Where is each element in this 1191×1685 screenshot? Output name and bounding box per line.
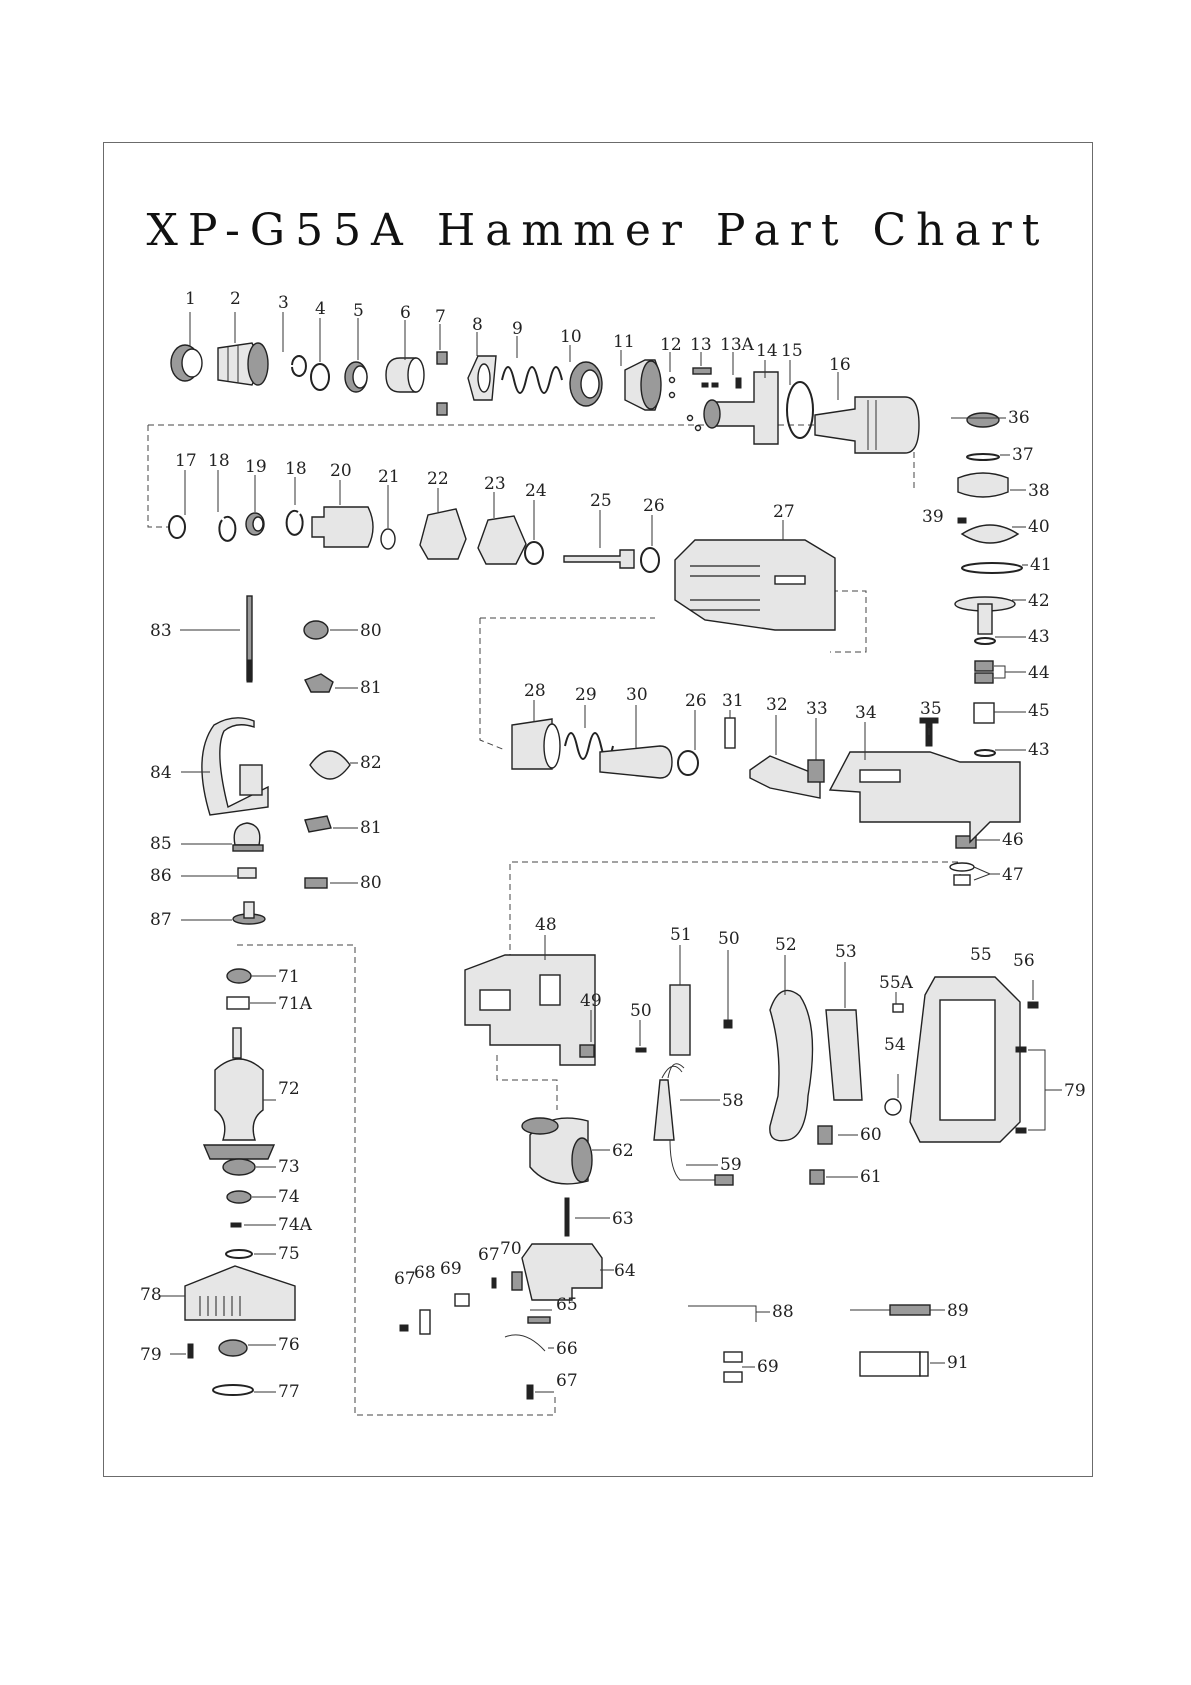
part-label: 50 — [718, 929, 740, 949]
part-label: 66 — [556, 1339, 578, 1359]
part-label: 74A — [278, 1215, 312, 1235]
part-label: 26 — [685, 691, 707, 711]
part-label: 14 — [756, 341, 778, 361]
part-label: 43 — [1028, 740, 1050, 760]
part-label: 60 — [860, 1125, 882, 1145]
part-label: 49 — [580, 991, 602, 1011]
part-label: 11 — [613, 332, 635, 352]
part-label: 47 — [1002, 865, 1024, 885]
part-drawings-armature-group — [185, 969, 295, 1395]
part-drawings-cylinder-group — [512, 718, 1020, 842]
part-label: 81 — [360, 818, 382, 838]
part-label: 13 — [690, 335, 712, 355]
part-label: 33 — [806, 699, 828, 719]
part-label: 38 — [1028, 481, 1050, 501]
part-label: 32 — [766, 695, 788, 715]
part-label: 83 — [150, 621, 172, 641]
part-label: 79 — [1064, 1081, 1086, 1101]
part-label: 70 — [500, 1239, 522, 1259]
part-label: 48 — [535, 915, 557, 935]
part-label: 16 — [829, 355, 851, 375]
part-label: 36 — [1008, 408, 1030, 428]
part-label: 4 — [315, 299, 326, 319]
part-label: 13A — [720, 335, 754, 355]
part-label: 80 — [360, 621, 382, 641]
part-label: 5 — [353, 301, 364, 321]
part-label: 29 — [575, 685, 597, 705]
part-label: 41 — [1030, 555, 1052, 575]
part-label: 74 — [278, 1187, 300, 1207]
part-label: 31 — [722, 691, 744, 711]
part-label: 71A — [278, 994, 312, 1014]
part-label: 81 — [360, 678, 382, 698]
part-label: 55 — [970, 945, 992, 965]
part-label: 76 — [278, 1335, 300, 1355]
part-number-labels — [140, 289, 1086, 1402]
part-drawings-handle-group — [202, 596, 350, 924]
part-label: 67 — [394, 1269, 416, 1289]
part-label: 8 — [472, 315, 483, 335]
part-label: 73 — [278, 1157, 300, 1177]
part-label: 1 — [185, 289, 196, 309]
part-label: 69 — [440, 1259, 462, 1279]
part-label: 67 — [556, 1371, 578, 1391]
part-label: 43 — [1028, 627, 1050, 647]
part-label: 80 — [360, 873, 382, 893]
part-label: 40 — [1028, 517, 1050, 537]
part-label: 67 — [478, 1245, 500, 1265]
part-label: 51 — [670, 925, 692, 945]
part-label: 25 — [590, 491, 612, 511]
part-label: 87 — [150, 910, 172, 930]
part-label: 3 — [278, 293, 289, 313]
part-label: 12 — [660, 335, 682, 355]
part-label: 85 — [150, 834, 172, 854]
part-label: 30 — [626, 685, 648, 705]
part-label: 63 — [612, 1209, 634, 1229]
part-label: 68 — [414, 1263, 436, 1283]
part-label: 37 — [1012, 445, 1034, 465]
part-label: 82 — [360, 753, 382, 773]
part-label: 19 — [245, 457, 267, 477]
part-label: 18 — [285, 459, 307, 479]
part-label: 61 — [860, 1167, 882, 1187]
part-label: 53 — [835, 942, 857, 962]
part-label: 54 — [884, 1035, 906, 1055]
part-label: 26 — [643, 496, 665, 516]
part-label: 75 — [278, 1244, 300, 1264]
part-label: 7 — [435, 307, 446, 327]
part-label: 22 — [427, 469, 449, 489]
part-label: 9 — [512, 319, 523, 339]
part-label: 89 — [947, 1301, 969, 1321]
part-label: 35 — [920, 699, 942, 719]
part-label: 6 — [400, 303, 411, 323]
part-label: 77 — [278, 1382, 300, 1402]
part-label: 15 — [781, 341, 803, 361]
part-label: 52 — [775, 935, 797, 955]
part-label: 55A — [879, 973, 913, 993]
part-label: 91 — [947, 1353, 969, 1373]
page-title: XP-G55A Hammer Part Chart — [146, 205, 1050, 256]
part-drawings-row-2 — [169, 507, 835, 630]
part-label: 20 — [330, 461, 352, 481]
part-label: 69 — [757, 1357, 779, 1377]
part-label: 86 — [150, 866, 172, 886]
part-label: 46 — [1002, 830, 1024, 850]
part-label: 56 — [1013, 951, 1035, 971]
part-label: 84 — [150, 763, 172, 783]
part-label: 71 — [278, 967, 300, 987]
part-label: 34 — [855, 703, 877, 723]
part-label: 24 — [525, 481, 547, 501]
part-label: 65 — [556, 1295, 578, 1315]
part-drawings-motor-group — [400, 955, 1038, 1399]
part-label: 58 — [722, 1091, 744, 1111]
part-label: 62 — [612, 1141, 634, 1161]
part-drawings-accessories — [688, 1305, 930, 1382]
part-label: 21 — [378, 467, 400, 487]
part-label: 88 — [772, 1302, 794, 1322]
part-label: 72 — [278, 1079, 300, 1099]
part-label: 64 — [614, 1261, 636, 1281]
part-label: 79 — [140, 1345, 162, 1365]
part-label: 44 — [1028, 663, 1050, 683]
part-label: 18 — [208, 451, 230, 471]
part-label: 50 — [630, 1001, 652, 1021]
part-label: 42 — [1028, 591, 1050, 611]
part-label: 39 — [922, 507, 944, 527]
part-label: 27 — [773, 502, 795, 522]
part-label: 45 — [1028, 701, 1050, 721]
part-drawings-row-1 — [171, 343, 919, 453]
part-label: 28 — [524, 681, 546, 701]
part-label: 17 — [175, 451, 197, 471]
part-label: 59 — [720, 1155, 742, 1175]
part-label: 2 — [230, 289, 241, 309]
part-label: 23 — [484, 474, 506, 494]
part-label: 10 — [560, 327, 582, 347]
part-label: 78 — [140, 1285, 162, 1305]
